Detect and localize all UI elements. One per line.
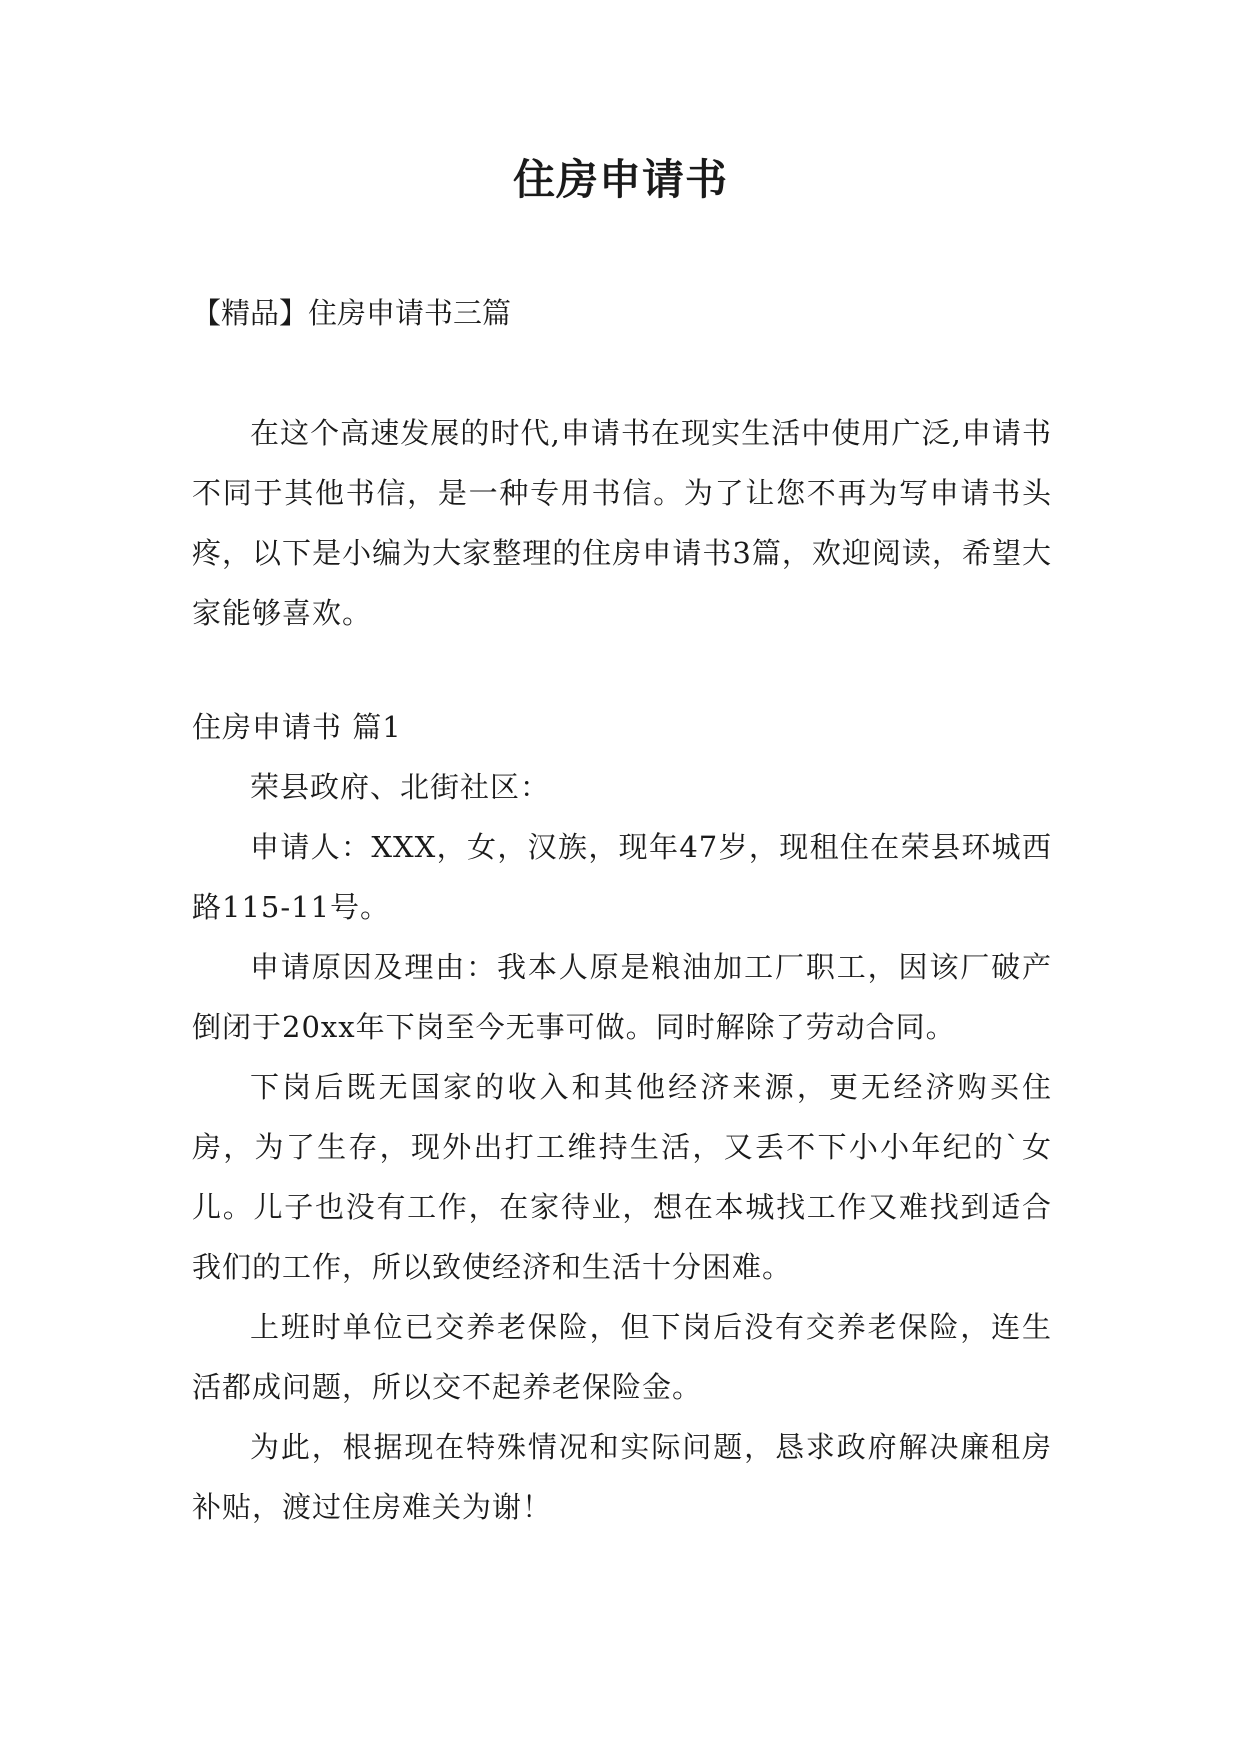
- document-title: 住房申请书: [512, 155, 728, 204]
- salutation: 荣县政府、北街社区：: [250, 770, 551, 804]
- body-paragraph: 为此，根据现在特殊情况和实际问题，恳求政府解决廉租房补贴，渡过住房难关为谢！: [192, 1430, 1052, 1524]
- document-subtitle: 【精品】住房申请书三篇: [192, 296, 512, 330]
- intro-section: [192, 403, 1052, 643]
- body-paragraph: 申请原因及理由：我本人原是粮油加工厂职工，因该厂破产倒闭于20xx年下岗至今无事可做。同时解除了劳动合同。: [192, 950, 1052, 1044]
- letter-section: [192, 697, 1052, 1537]
- body-paragraph: 申请人：XXX，女，汉族，现年47岁，现租住在荣县环城西路115-11号。: [192, 830, 1052, 924]
- section-heading: 住房申请书 篇1: [192, 710, 402, 744]
- body-paragraph: 下岗后既无国家的收入和其他经济来源，更无经济购买住房，为了生存，现外出打工维持生活，又丢不下小小年纪的`女儿。儿子也没有工作，在家待业，想在本城找工作又难找到适合我们的工作，所以致使经济和生活十分困难。: [192, 1070, 1052, 1284]
- body-paragraph: 上班时单位已交养老保险，但下岗后没有交养老保险，连生活都成问题，所以交不起养老保险金。: [192, 1310, 1052, 1404]
- intro-paragraph: 在这个高速发展的时代,申请书在现实生活中使用广泛,申请书不同于其他书信，是一种专用书信。为了让您不再为写申请书头疼，以下是小编为大家整理的住房申请书3篇，欢迎阅读，希望大家能够喜欢。: [192, 416, 1052, 630]
